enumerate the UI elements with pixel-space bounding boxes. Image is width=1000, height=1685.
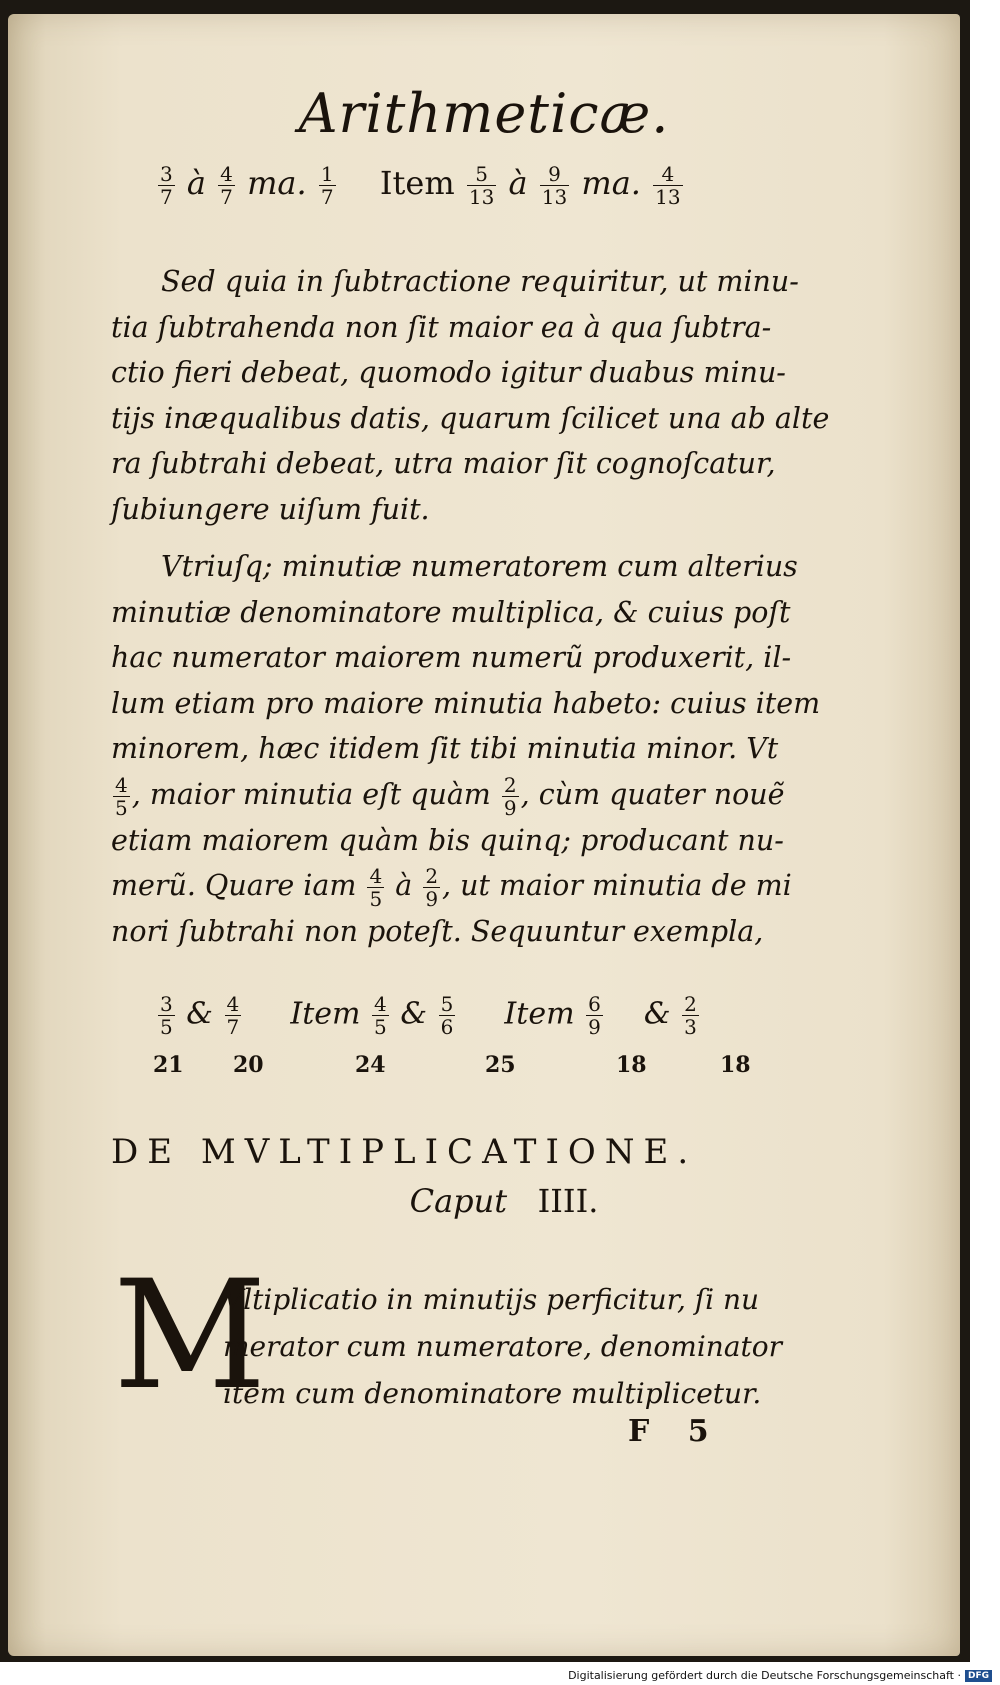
fraction-comparison-line: $\frac{3}{7}$ à $\frac{4}{7}$ ma. $\frac{1}{7}$ Item $\frac{5}{13}$ à $\frac{9}{13}$ ma. $\frac{4}{13}$: [160, 162, 681, 209]
product-value: 24: [355, 1052, 386, 1078]
fraction: $\frac{2}{9}$: [425, 864, 439, 911]
example-products: [8, 1052, 960, 1092]
fraction: $\frac{9}{13}$: [541, 162, 568, 209]
text-line: Vtriuſq; minutiæ numeratorem cum alterius: [161, 550, 798, 583]
text-line: tia ſubtrahenda non ſit maior ea à qua ſubtra-: [111, 310, 772, 344]
paragraph-comparison-rule: [111, 544, 827, 955]
footer-text: Digitalisierung gefördert durch die Deutsche Forschungsgemeinschaft ·: [568, 1669, 961, 1682]
product-value: 18: [720, 1052, 751, 1078]
fraction: $\frac{4}{5}$: [374, 992, 387, 1039]
text-line: hac numerator maiorem numerũ produxerit, il-: [111, 641, 792, 674]
text-line: etiam maiorem quàm bis quinq; producant nu-: [111, 823, 784, 857]
running-title: Arithmeticæ.: [298, 82, 670, 145]
digitization-footer: [568, 1669, 992, 1682]
product-value: 25: [485, 1052, 516, 1078]
fraction: $\frac{5}{6}$: [440, 992, 454, 1039]
text-line: merator cum numeratore, denominator: [223, 1330, 783, 1363]
text-line: $\frac{4}{5}$ , maior minutia eſt quàm $\frac{2}{9}$ , cùm quater nouẽ: [115, 772, 785, 820]
text-line: lum etiam pro maiore minutia habeto: cuius item: [111, 686, 821, 720]
text-line: ſubiungere uiſum fuit.: [111, 492, 430, 526]
chapter-heading: DE MVLTIPLICATIONE.: [111, 1132, 698, 1172]
text-line: ctio fieri debeat, quomodo igitur duabus minu-: [111, 356, 786, 389]
fraction: $\frac{4}{7}$: [220, 162, 233, 209]
examples-row: $\frac{3}{5}$ & $\frac{4}{7}$ Item $\frac{4}{5}$ & $\frac{5}{6}$ Item $\frac{6}{9}$ & $\frac{2}{3}$: [160, 992, 697, 1039]
text-line: nori ſubtrahi non poteſt. Sequuntur exempla,: [111, 915, 764, 948]
fraction: $\frac{1}{7}$: [320, 162, 334, 209]
fraction: $\frac{4}{5}$: [115, 772, 128, 820]
text-line: tijs inæqualibus datis, quarum ſcilicet una ab alte: [111, 401, 830, 435]
text-line: Sed quia in ſubtractione requiritur, ut minu-: [161, 265, 799, 298]
product-value: 21: [153, 1052, 184, 1078]
text-line: ra ſubtrahi debeat, utra maior ſit cognoſcatur,: [111, 447, 776, 480]
text-line: minutiæ denominatore multiplica, & cuius poſt: [111, 595, 791, 629]
fraction: $\frac{3}{7}$: [160, 162, 173, 209]
text-line: merũ. Quare iam $\frac{4}{5}$ à $\frac{2}{9}$ , ut maior minutia de mi: [111, 864, 792, 911]
text-line: Vltiplicatio in minutijs perficitur, ſi nu: [223, 1283, 760, 1316]
fraction: $\frac{5}{13}$: [468, 162, 495, 209]
signature-mark: F 5: [628, 1414, 723, 1449]
fraction: $\frac{4}{13}$: [655, 162, 681, 209]
fraction: $\frac{3}{5}$: [160, 992, 173, 1039]
paragraph-subtraction: [111, 259, 830, 532]
drop-cap-initial: M: [113, 1249, 267, 1423]
product-value: 20: [233, 1052, 264, 1078]
book-page: [8, 14, 960, 1656]
fraction: $\frac{4}{7}$: [226, 992, 240, 1039]
fraction: $\frac{4}{5}$: [369, 864, 383, 911]
fraction: $\frac{2}{3}$: [684, 992, 697, 1039]
chapter-number: Caput IIII.: [409, 1182, 599, 1220]
text-line: minorem, hæc itidem ſit tibi minutia minor. Vt: [111, 732, 779, 765]
fraction: $\frac{2}{9}$: [503, 772, 517, 820]
dfg-logo: DFG: [965, 1670, 992, 1682]
text-line: item cum denominatore multiplicetur.: [223, 1377, 762, 1410]
fraction: $\frac{6}{9}$: [588, 992, 601, 1039]
chapter-opening-text: [223, 1276, 823, 1417]
product-value: 18: [616, 1052, 647, 1078]
